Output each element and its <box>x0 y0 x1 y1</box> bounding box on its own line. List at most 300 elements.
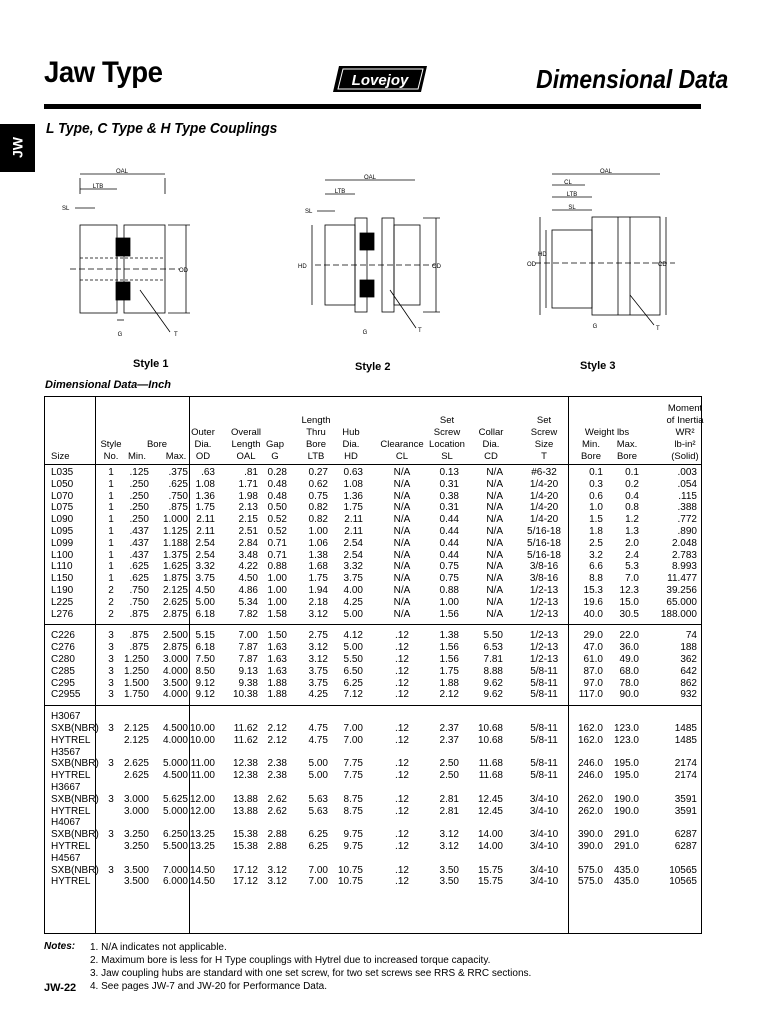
cell-moi: 362 <box>680 654 697 665</box>
cell-set-screw: 5/8-11 <box>530 734 558 746</box>
cell-ltb: 0.75 <box>308 490 328 502</box>
header-oal: Overall <box>230 427 262 438</box>
cell-weight-min: 246.0 <box>577 770 603 782</box>
cell-hd: 1.08 <box>343 478 363 490</box>
cell-oal: 2.13 <box>238 502 258 514</box>
cell-size: SXB(NBR) <box>51 758 99 770</box>
cell-hd: 8.75 <box>343 793 363 805</box>
cell-ltb: 3.75 <box>308 677 328 689</box>
cell-hd: 10.75 <box>337 864 363 876</box>
cell-weight-min: 2.5 <box>589 537 603 549</box>
cell-bore-max: 5.000 <box>162 758 188 770</box>
cell-cl: .12 <box>395 630 409 642</box>
cell-oal: 7.87 <box>238 642 258 654</box>
cell-style: 3 <box>108 864 114 876</box>
table-row <box>45 723 701 735</box>
cell-bore-max: 4.000 <box>162 734 188 746</box>
table-row <box>45 642 701 654</box>
cell-weight-min: 19.6 <box>583 596 603 608</box>
cell-cl: .12 <box>395 864 409 876</box>
cell-set-screw: 1/2-13 <box>529 654 559 665</box>
cell-bore-min: .625 <box>129 573 149 585</box>
cell-moi: .890 <box>677 526 697 537</box>
cell-moi: 65.000 <box>666 596 697 608</box>
cell-ltb: 5.63 <box>308 805 328 817</box>
table-row <box>45 678 701 690</box>
cell-od: 13.25 <box>189 841 215 852</box>
cell-size: SXB(NBR) <box>51 793 99 805</box>
cell-bore-min: .437 <box>129 526 149 537</box>
cell-weight-max: 0.1 <box>625 467 639 478</box>
cell-gap: 1.63 <box>267 654 287 665</box>
cell-oal: 7.87 <box>238 654 258 665</box>
header-bore-max: Max. <box>165 451 187 462</box>
cell-cl: N/A <box>393 502 411 514</box>
style3-diagram <box>527 169 675 332</box>
cell-style: 3 <box>108 665 114 677</box>
cell-bore-min: 3.250 <box>123 841 149 852</box>
cell-weight-min: 575.0 <box>577 876 603 888</box>
cell-set-screw: 5/8-11 <box>530 770 558 782</box>
cell-gap: 3.12 <box>267 876 287 888</box>
cell-cl: N/A <box>393 596 411 608</box>
header-gap: Gap <box>266 439 284 450</box>
cell-hd: 3.75 <box>343 573 363 585</box>
cell-cd: 8.88 <box>483 665 503 677</box>
cell-weight-max: 195.0 <box>613 758 639 770</box>
header-cd: Dia. <box>482 439 500 450</box>
cell-style: 3 <box>108 677 114 689</box>
cell-moi: 6287 <box>674 841 697 852</box>
table-row <box>45 502 701 514</box>
cell-cd: N/A <box>486 478 503 490</box>
header-cd: Collar <box>478 427 504 438</box>
cell-size: H3667 <box>51 782 81 793</box>
cell-gap: 0.52 <box>267 526 287 537</box>
table-row <box>45 806 701 818</box>
cell-hd: 1.36 <box>343 490 363 502</box>
cell-cl: .12 <box>395 665 409 677</box>
header-ltb: Thru <box>306 427 326 438</box>
cell-cd: 11.68 <box>478 770 503 782</box>
header-moi: WR² <box>675 427 695 438</box>
cell-size: C226 <box>51 630 75 642</box>
cell-bore-max: 2.500 <box>162 630 188 642</box>
cell-weight-max: 36.0 <box>619 642 639 654</box>
table-row <box>45 609 701 621</box>
cell-od: 6.18 <box>195 608 215 620</box>
cell-weight-max: 1.3 <box>625 526 639 537</box>
cell-moi: 2174 <box>674 758 697 770</box>
cell-hd: 2.11 <box>344 526 363 537</box>
cell-sl: 0.44 <box>439 514 459 526</box>
cell-style: 3 <box>108 630 114 642</box>
cell-weight-max: 30.5 <box>619 608 639 620</box>
cell-oal: 2.84 <box>238 537 258 549</box>
cell-moi: 39.256 <box>666 585 697 596</box>
page-number: JW-22 <box>44 982 77 994</box>
cell-bore-min: .875 <box>129 642 149 654</box>
cell-bore-min: 2.125 <box>123 734 149 746</box>
table-row <box>45 747 701 759</box>
cell-set-screw: 3/4-10 <box>529 829 559 841</box>
table-row <box>45 514 701 526</box>
style1-dim-oal: OAL <box>115 169 129 175</box>
cell-set-screw: 5/8-11 <box>530 689 558 701</box>
cell-gap: 1.50 <box>267 630 287 642</box>
cell-od: 9.12 <box>195 677 215 689</box>
cell-weight-max: 22.0 <box>619 630 639 642</box>
cell-size: L050 <box>51 478 74 490</box>
cell-cl: .12 <box>395 841 409 852</box>
header-hd: Hub <box>342 427 360 438</box>
cell-cd: N/A <box>486 537 503 549</box>
style1-dim-ltb: LTB <box>92 184 104 190</box>
side-tab-label: JW <box>9 137 26 159</box>
cell-cl: N/A <box>393 526 411 537</box>
style3-dim-g: G <box>592 324 598 330</box>
header-weight-max: Bore <box>616 451 638 462</box>
header-sl: Screw <box>433 427 461 438</box>
cell-size: HYTREL <box>51 734 91 746</box>
header-gap: G <box>271 451 279 462</box>
table-row <box>45 561 701 573</box>
cell-bore-max: 2.625 <box>162 596 188 608</box>
header-set-screw: Screw <box>530 427 558 438</box>
header-bore-group: Bore <box>146 439 168 450</box>
cell-sl: 0.44 <box>439 537 459 549</box>
cell-hd: 8.75 <box>343 805 363 817</box>
cell-ltb: 2.75 <box>308 630 328 642</box>
cell-gap: 2.38 <box>267 758 287 770</box>
style1-label: Style 1 <box>133 358 169 370</box>
style2-dim-od: OD <box>432 264 441 270</box>
cell-bore-min: .750 <box>129 596 149 608</box>
cell-ltb: 5.63 <box>308 793 328 805</box>
cell-weight-min: 15.3 <box>583 585 603 596</box>
cell-style: 1 <box>108 514 114 526</box>
cell-cd: N/A <box>486 490 503 502</box>
cell-gap: 0.48 <box>267 478 287 490</box>
style3-dim-od: OD <box>527 262 536 268</box>
table-row <box>45 573 701 585</box>
cell-bore-max: .625 <box>168 478 188 490</box>
cell-style: 1 <box>108 549 114 561</box>
cell-set-screw: 3/4-10 <box>529 841 559 852</box>
header-oal: Length <box>231 439 261 450</box>
cell-oal: 13.88 <box>232 793 258 805</box>
cell-bore-min: .250 <box>129 490 149 502</box>
cell-bore-max: 2.875 <box>162 642 188 654</box>
cell-oal: 11.62 <box>233 734 258 746</box>
cell-cl: .12 <box>395 758 409 770</box>
cell-weight-min: 117.0 <box>578 689 603 701</box>
brand-text: Lovejoy <box>351 72 409 89</box>
table-row <box>45 794 701 806</box>
cell-hd: 7.12 <box>343 689 363 701</box>
cell-od: 1.08 <box>195 478 215 490</box>
cell-od: 2.54 <box>195 549 215 561</box>
cell-oal: 4.86 <box>238 585 258 596</box>
cell-cl: N/A <box>393 514 411 526</box>
header-cl: Clearance <box>380 439 424 450</box>
cell-cl: .12 <box>395 770 409 782</box>
cell-sl: 0.88 <box>439 585 459 596</box>
cell-size: H3067 <box>51 711 81 723</box>
style2-dim-hd: HD <box>298 264 307 270</box>
cell-sl: 1.88 <box>439 677 459 689</box>
style3-label: Style 3 <box>580 360 616 372</box>
cell-sl: 3.12 <box>439 829 459 841</box>
cell-cl: N/A <box>393 573 411 585</box>
cell-set-screw: 1/2-13 <box>529 642 559 654</box>
table-row <box>45 585 701 597</box>
cell-gap: 2.88 <box>267 841 287 852</box>
cell-od: 12.00 <box>189 805 215 817</box>
cell-style: 3 <box>108 689 114 701</box>
header-weight-min: Bore <box>580 451 602 462</box>
cell-weight-max: 7.0 <box>625 573 639 585</box>
cell-weight-max: 1.2 <box>625 514 639 526</box>
header-moi: Moment <box>667 403 703 414</box>
header-sl: Location <box>429 439 465 450</box>
cell-od: 11.00 <box>190 758 215 770</box>
cell-moi: 2174 <box>674 770 697 782</box>
cell-sl: 3.50 <box>439 876 459 888</box>
cell-weight-min: 246.0 <box>577 758 603 770</box>
table-row <box>45 758 701 770</box>
cell-gap: 0.88 <box>267 561 287 573</box>
cell-cd: 14.00 <box>477 829 503 841</box>
cell-cd: N/A <box>486 549 503 561</box>
cell-gap: 2.38 <box>267 770 287 782</box>
cell-gap: 1.58 <box>267 608 287 620</box>
cell-weight-max: 78.0 <box>619 677 639 689</box>
note-item: 4. See pages JW-7 and JW-20 for Performance Data. <box>90 981 327 992</box>
cell-style: 2 <box>108 596 114 608</box>
cell-cl: .12 <box>395 689 409 701</box>
cell-cd: 11.68 <box>478 758 503 770</box>
cell-oal: 1.98 <box>238 490 258 502</box>
cell-size: HYTREL <box>51 770 91 782</box>
header-moi: lb-in² <box>674 439 696 450</box>
cell-set-screw: 5/8-11 <box>530 677 558 689</box>
cell-hd: 6.50 <box>343 665 363 677</box>
cell-weight-max: 0.4 <box>625 490 639 502</box>
style1-dim-t: T <box>174 332 178 338</box>
cell-hd: 3.32 <box>343 561 363 573</box>
cell-moi: .772 <box>677 514 697 526</box>
cell-ltb: 1.94 <box>308 585 328 596</box>
cell-ltb: 4.75 <box>308 734 328 746</box>
cell-style: 1 <box>108 478 114 490</box>
cell-gap: 0.48 <box>267 490 287 502</box>
style2-dim-t: T <box>418 328 422 334</box>
cell-style: 1 <box>108 561 114 573</box>
cell-weight-max: 5.3 <box>625 561 639 573</box>
cell-cd: N/A <box>486 585 503 596</box>
cell-moi: 10565 <box>669 864 697 876</box>
cell-bore-max: 3.000 <box>162 654 188 665</box>
header-rule <box>44 104 701 109</box>
cell-sl: 0.13 <box>439 467 459 478</box>
cell-weight-max: 195.0 <box>613 770 639 782</box>
cell-moi: 2.783 <box>671 549 697 561</box>
cell-cl: N/A <box>393 467 411 478</box>
cell-weight-max: 0.2 <box>625 478 639 490</box>
cell-set-screw: 5/8-11 <box>530 665 558 677</box>
header-set-screw: Set <box>536 415 552 426</box>
cell-ltb: 3.12 <box>308 654 328 665</box>
table-row <box>45 467 701 479</box>
cell-cl: N/A <box>393 561 411 573</box>
table-row <box>45 711 701 723</box>
cell-set-screw: 1/2-13 <box>529 585 559 596</box>
cell-moi: 74 <box>685 630 697 642</box>
cell-od: 5.15 <box>195 630 215 642</box>
cell-bore-max: 2.875 <box>162 608 188 620</box>
cell-set-screw: 5/8-11 <box>530 758 558 770</box>
header-od: Dia. <box>194 439 212 450</box>
table-row <box>45 782 701 794</box>
cell-set-screw: 3/8-16 <box>529 573 559 585</box>
cell-ltb: 6.25 <box>308 841 328 852</box>
cell-weight-min: 3.2 <box>589 549 603 561</box>
table-row <box>45 865 701 877</box>
cell-ltb: 4.75 <box>308 723 328 734</box>
cell-size: C295 <box>51 677 75 689</box>
cell-ltb: 3.12 <box>308 642 328 654</box>
cell-od: 4.50 <box>195 585 215 596</box>
cell-weight-min: 47.0 <box>583 642 603 654</box>
cell-gap: 2.88 <box>267 829 287 841</box>
cell-bore-max: 1.875 <box>162 573 188 585</box>
cell-cd: 12.45 <box>477 793 503 805</box>
cell-bore-min: .750 <box>129 585 149 596</box>
cell-oal: 13.88 <box>232 805 258 817</box>
cell-bore-max: 1.125 <box>162 526 188 537</box>
header-hd: Dia. <box>342 439 360 450</box>
cell-weight-min: 6.6 <box>589 561 603 573</box>
cell-cd: N/A <box>486 526 503 537</box>
cell-bore-min: 1.250 <box>123 654 149 665</box>
cell-hd: 7.00 <box>343 734 363 746</box>
cell-sl: 2.50 <box>439 770 459 782</box>
cell-cd: 15.75 <box>477 864 503 876</box>
cell-hd: 9.75 <box>343 829 363 841</box>
cell-oal: 7.00 <box>238 630 258 642</box>
header-cl: CL <box>395 451 409 462</box>
cell-sl: 0.31 <box>439 502 459 514</box>
cell-weight-min: 162.0 <box>577 723 603 734</box>
cell-oal: 15.38 <box>232 841 258 852</box>
cell-style: 1 <box>108 526 114 537</box>
cell-cl: .12 <box>395 876 409 888</box>
cell-weight-min: 0.3 <box>589 478 603 490</box>
table-row <box>45 829 701 841</box>
cell-gap: 1.88 <box>267 677 287 689</box>
cell-gap: 1.63 <box>267 642 287 654</box>
cell-weight-max: 2.0 <box>625 537 639 549</box>
cell-style: 3 <box>108 654 114 665</box>
cell-cd: 9.62 <box>483 677 503 689</box>
cell-cd: 15.75 <box>477 876 503 888</box>
cell-bore-max: 4.500 <box>162 723 188 734</box>
cell-cl: .12 <box>395 734 409 746</box>
cell-ltb: 1.00 <box>308 526 328 537</box>
cell-bore-max: 4.000 <box>162 665 188 677</box>
cell-ltb: 1.38 <box>308 549 328 561</box>
table-row <box>45 689 701 701</box>
style3-dim-sl: SL <box>568 205 576 211</box>
cell-weight-max: 190.0 <box>613 805 639 817</box>
header-weight-min: Min. <box>582 439 600 450</box>
cell-bore-max: 4.000 <box>162 689 188 701</box>
cell-oal: 9.13 <box>238 665 258 677</box>
cell-size: L150 <box>51 573 74 585</box>
cell-hd: 10.75 <box>337 876 363 888</box>
cell-bore-min: 3.500 <box>123 864 149 876</box>
cell-bore-min: 1.250 <box>123 665 149 677</box>
cell-od: 13.25 <box>189 829 215 841</box>
cell-cd: 7.81 <box>483 654 503 665</box>
header-sl: Set <box>439 415 455 426</box>
cell-weight-min: 390.0 <box>577 841 603 852</box>
cell-style: 3 <box>108 723 114 734</box>
cell-gap: 0.71 <box>267 549 287 561</box>
cell-size: HYTREL <box>51 876 91 888</box>
cell-ltb: 0.62 <box>308 478 328 490</box>
cell-gap: 1.88 <box>267 689 287 701</box>
cell-size: HYTREL <box>51 805 91 817</box>
cell-moi: .115 <box>678 490 697 502</box>
cell-cl: .12 <box>395 642 409 654</box>
cell-gap: 0.52 <box>267 514 287 526</box>
cell-bore-min: 2.625 <box>123 770 149 782</box>
cell-ltb: 7.00 <box>308 864 328 876</box>
cell-oal: 2.51 <box>238 526 258 537</box>
cell-size: H3567 <box>51 746 81 758</box>
cell-bore-min: .437 <box>129 537 149 549</box>
style2-dim-g: G <box>362 330 368 336</box>
note-item: 2. Maximum bore is less for H Type couplings with Hytrel due to increased torque capacity. <box>90 955 491 966</box>
cell-weight-min: 575.0 <box>577 864 603 876</box>
cell-cd: N/A <box>486 502 503 514</box>
cell-size: C2955 <box>51 689 81 701</box>
cell-bore-min: .875 <box>129 630 149 642</box>
cell-weight-min: 40.0 <box>583 608 603 620</box>
cell-bore-min: 2.625 <box>123 758 149 770</box>
style2-dim-oal: OAL <box>363 175 377 181</box>
style1-dim-g: G <box>117 332 123 338</box>
cell-size: C276 <box>51 642 75 654</box>
table-row <box>45 550 701 562</box>
cell-od: 2.54 <box>195 537 215 549</box>
cell-bore-min: 3.500 <box>123 876 149 888</box>
cell-moi: 2.048 <box>671 537 697 549</box>
cell-bore-max: 1.000 <box>162 514 188 526</box>
cell-ltb: 1.68 <box>308 561 328 573</box>
cell-bore-min: 3.000 <box>123 793 149 805</box>
cell-set-screw: 5/16-18 <box>527 537 561 549</box>
table-row <box>45 841 701 853</box>
header-od: OD <box>195 451 211 462</box>
cell-gap: 0.71 <box>267 537 287 549</box>
cell-moi: 8.993 <box>671 561 697 573</box>
cell-weight-min: 1.5 <box>589 514 603 526</box>
cell-ltb: 0.82 <box>308 514 328 526</box>
cell-gap: 2.12 <box>267 734 287 746</box>
